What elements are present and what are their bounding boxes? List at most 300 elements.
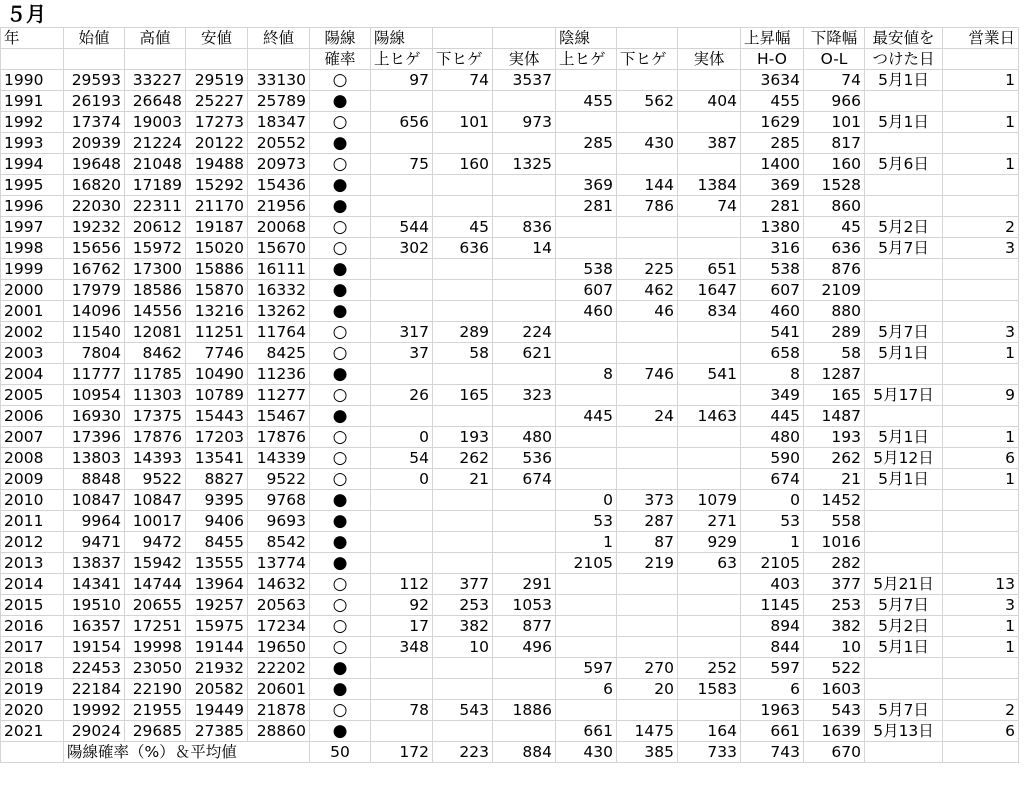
summary-value: 430 [556, 742, 617, 763]
table-cell: 17251 [125, 616, 186, 637]
table-cell: 651 [678, 259, 741, 280]
table-cell: 844 [741, 637, 804, 658]
table-cell: 29593 [64, 70, 125, 91]
table-cell: 21955 [125, 700, 186, 721]
table-cell: 19998 [125, 637, 186, 658]
header-cell: 実体 [678, 49, 741, 70]
table-cell: 480 [741, 427, 804, 448]
table-cell: 661 [556, 721, 617, 742]
table-cell: 1400 [741, 154, 804, 175]
table-cell [943, 280, 1019, 301]
summary-value: 733 [678, 742, 741, 763]
table-cell: 2016 [1, 616, 64, 637]
table-cell [943, 511, 1019, 532]
table-cell: 6 [943, 721, 1019, 742]
table-row [1, 259, 1019, 280]
table-cell: 5月2日 [865, 217, 943, 238]
table-cell: 165 [433, 385, 493, 406]
table-cell: 14341 [64, 574, 125, 595]
table-cell [678, 322, 741, 343]
table-cell: 543 [804, 700, 865, 721]
summary-value: 743 [741, 742, 804, 763]
table-cell: 9964 [64, 511, 125, 532]
table-cell: 382 [804, 616, 865, 637]
table-cell [943, 301, 1019, 322]
table-cell: 281 [741, 196, 804, 217]
table-cell [371, 406, 433, 427]
table-cell [433, 658, 493, 679]
table-cell: 929 [678, 532, 741, 553]
table-cell: 16930 [64, 406, 125, 427]
table-cell: 880 [804, 301, 865, 322]
table-cell: 5月1日 [865, 469, 943, 490]
header-cell [617, 28, 678, 49]
table-cell: 54 [371, 448, 433, 469]
table-cell: 817 [804, 133, 865, 154]
table-cell: 13541 [186, 448, 248, 469]
table-cell: 377 [804, 574, 865, 595]
table-cell: 10789 [186, 385, 248, 406]
table-cell [943, 364, 1019, 385]
table-cell [556, 616, 617, 637]
table-cell: 607 [556, 280, 617, 301]
table-cell [865, 490, 943, 511]
table-cell [943, 742, 1019, 763]
candle-type-mark: ○ [310, 112, 371, 133]
table-cell: 658 [741, 343, 804, 364]
table-cell: 5月6日 [865, 154, 943, 175]
table-cell: 19449 [186, 700, 248, 721]
table-row [1, 385, 1019, 406]
header-cell: 年 [1, 28, 64, 49]
table-cell: 13 [943, 574, 1019, 595]
candle-type-mark: ● [310, 532, 371, 553]
table-cell [865, 364, 943, 385]
table-cell: 430 [617, 133, 678, 154]
table-cell [1, 742, 64, 763]
table-cell: 74 [678, 196, 741, 217]
table-cell: 590 [741, 448, 804, 469]
table-cell [556, 322, 617, 343]
table-row [1, 490, 1019, 511]
table-cell: 543 [433, 700, 493, 721]
header-cell [186, 49, 248, 70]
table-cell: 6 [741, 679, 804, 700]
table-cell [678, 616, 741, 637]
table-header [1, 28, 1019, 70]
table-row [1, 154, 1019, 175]
data-table [0, 27, 1019, 763]
table-cell [433, 196, 493, 217]
table-cell [493, 196, 556, 217]
table-cell [617, 427, 678, 448]
table-cell: 1886 [493, 700, 556, 721]
table-cell: 252 [678, 658, 741, 679]
candle-type-mark: ● [310, 196, 371, 217]
summary-value: 670 [804, 742, 865, 763]
table-cell [865, 91, 943, 112]
table-cell: 21224 [125, 133, 186, 154]
table-cell: 834 [678, 301, 741, 322]
table-cell: 2002 [1, 322, 64, 343]
table-cell: 1079 [678, 490, 741, 511]
table-cell: 18347 [248, 112, 310, 133]
table-cell: 20973 [248, 154, 310, 175]
table-cell: 1380 [741, 217, 804, 238]
table-cell: 19187 [186, 217, 248, 238]
table-cell: 58 [804, 343, 865, 364]
table-cell: 836 [493, 217, 556, 238]
table-cell: 17273 [186, 112, 248, 133]
table-row [1, 112, 1019, 133]
table-cell: 1325 [493, 154, 556, 175]
table-cell: 1384 [678, 175, 741, 196]
table-cell: 289 [804, 322, 865, 343]
table-cell: 2003 [1, 343, 64, 364]
table-cell: 5月7日 [865, 595, 943, 616]
table-cell: 746 [617, 364, 678, 385]
table-cell: 1 [943, 637, 1019, 658]
table-cell: 46 [617, 301, 678, 322]
table-cell: 10954 [64, 385, 125, 406]
header-cell: O-L [804, 49, 865, 70]
table-cell: 281 [556, 196, 617, 217]
candle-type-mark: ○ [310, 154, 371, 175]
table-cell [865, 196, 943, 217]
table-cell [493, 490, 556, 511]
table-cell: 63 [678, 553, 741, 574]
table-cell: 10847 [64, 490, 125, 511]
table-cell [433, 553, 493, 574]
table-cell: 193 [433, 427, 493, 448]
table-cell [433, 511, 493, 532]
table-cell: 19650 [248, 637, 310, 658]
table-cell [943, 553, 1019, 574]
table-cell: 480 [493, 427, 556, 448]
table-cell: 3537 [493, 70, 556, 91]
table-cell [865, 133, 943, 154]
table-cell: 2109 [804, 280, 865, 301]
table-cell [617, 637, 678, 658]
table-cell: 87 [617, 532, 678, 553]
sheet-title: ５月 [6, 2, 46, 26]
table-cell: 21932 [186, 658, 248, 679]
candle-type-mark: ● [310, 280, 371, 301]
table-cell [617, 700, 678, 721]
header-cell: 上昇幅 [741, 28, 804, 49]
table-cell [433, 406, 493, 427]
table-cell: 37 [371, 343, 433, 364]
table-cell: 1993 [1, 133, 64, 154]
table-row [1, 532, 1019, 553]
table-cell: 17 [371, 616, 433, 637]
table-cell: 2017 [1, 637, 64, 658]
table-cell: 0 [741, 490, 804, 511]
table-cell: 1639 [804, 721, 865, 742]
table-cell: 1487 [804, 406, 865, 427]
table-cell: 15886 [186, 259, 248, 280]
candle-type-mark: ○ [310, 322, 371, 343]
table-cell [678, 154, 741, 175]
candle-type-mark: ○ [310, 427, 371, 448]
table-cell: 101 [804, 112, 865, 133]
summary-value: 223 [433, 742, 493, 763]
table-cell: 21 [433, 469, 493, 490]
table-cell: 15020 [186, 238, 248, 259]
candle-type-mark: ○ [310, 700, 371, 721]
header-cell: H-O [741, 49, 804, 70]
candle-type-mark: ● [310, 406, 371, 427]
table-cell [371, 301, 433, 322]
table-cell: 8455 [186, 532, 248, 553]
candle-type-mark: ○ [310, 616, 371, 637]
table-cell [617, 238, 678, 259]
candle-type-mark: ● [310, 91, 371, 112]
table-cell: 17203 [186, 427, 248, 448]
table-cell [493, 511, 556, 532]
table-cell: 349 [741, 385, 804, 406]
table-cell: 17979 [64, 280, 125, 301]
table-cell [617, 217, 678, 238]
table-cell: 19144 [186, 637, 248, 658]
table-cell: 541 [741, 322, 804, 343]
candle-type-mark: ● [310, 133, 371, 154]
table-cell: 1998 [1, 238, 64, 259]
header-cell [493, 28, 556, 49]
header-cell: 実体 [493, 49, 556, 70]
table-cell [371, 280, 433, 301]
table-cell [493, 679, 556, 700]
table-cell: 13774 [248, 553, 310, 574]
table-cell: 316 [741, 238, 804, 259]
table-cell [493, 406, 556, 427]
table-cell: 225 [617, 259, 678, 280]
table-cell: 1997 [1, 217, 64, 238]
table-cell: 382 [433, 616, 493, 637]
table-cell: 21170 [186, 196, 248, 217]
table-cell: 1463 [678, 406, 741, 427]
table-cell [493, 175, 556, 196]
table-cell: 1963 [741, 700, 804, 721]
table-cell: 607 [741, 280, 804, 301]
table-cell: 92 [371, 595, 433, 616]
table-cell: 0 [556, 490, 617, 511]
table-cell: 271 [678, 511, 741, 532]
table-cell: 20612 [125, 217, 186, 238]
table-row [1, 448, 1019, 469]
table-cell [556, 448, 617, 469]
table-cell: 455 [741, 91, 804, 112]
table-cell: 14632 [248, 574, 310, 595]
table-cell [943, 532, 1019, 553]
table-cell: 674 [741, 469, 804, 490]
table-cell: 10 [433, 637, 493, 658]
table-cell [678, 469, 741, 490]
table-cell: 3 [943, 322, 1019, 343]
table-cell: 877 [493, 616, 556, 637]
table-cell [433, 490, 493, 511]
table-cell: 5月1日 [865, 70, 943, 91]
table-cell: 1999 [1, 259, 64, 280]
table-cell [678, 574, 741, 595]
table-cell [617, 448, 678, 469]
table-cell: 302 [371, 238, 433, 259]
header-cell: 陽線 [310, 28, 371, 49]
table-cell: 2105 [741, 553, 804, 574]
candle-type-mark: ○ [310, 385, 371, 406]
table-cell: 1603 [804, 679, 865, 700]
table-cell: 11777 [64, 364, 125, 385]
table-cell: 15436 [248, 175, 310, 196]
table-row [1, 721, 1019, 742]
candle-type-mark: ○ [310, 238, 371, 259]
table-cell: 75 [371, 154, 433, 175]
table-cell [433, 259, 493, 280]
table-cell: 5月13日 [865, 721, 943, 742]
table-cell: 25789 [248, 91, 310, 112]
table-cell: 18586 [125, 280, 186, 301]
candle-type-mark: ● [310, 364, 371, 385]
table-cell: 289 [433, 322, 493, 343]
table-cell [493, 280, 556, 301]
table-cell: 13555 [186, 553, 248, 574]
table-cell: 11251 [186, 322, 248, 343]
table-cell [617, 385, 678, 406]
table-cell: 1583 [678, 679, 741, 700]
table-cell [556, 427, 617, 448]
table-cell [493, 553, 556, 574]
table-row [1, 574, 1019, 595]
table-cell: 1287 [804, 364, 865, 385]
table-row [1, 511, 1019, 532]
table-cell [865, 280, 943, 301]
table-cell: 1 [943, 616, 1019, 637]
table-cell: 287 [617, 511, 678, 532]
candle-type-mark: ● [310, 553, 371, 574]
table-cell: 13964 [186, 574, 248, 595]
table-cell: 2012 [1, 532, 64, 553]
table-cell [865, 511, 943, 532]
table-cell: 8462 [125, 343, 186, 364]
table-row [1, 595, 1019, 616]
table-cell: 876 [804, 259, 865, 280]
table-cell: 17396 [64, 427, 125, 448]
table-cell: 656 [371, 112, 433, 133]
table-cell: 7804 [64, 343, 125, 364]
table-cell [433, 679, 493, 700]
table-cell: 14339 [248, 448, 310, 469]
table-cell: 13262 [248, 301, 310, 322]
table-row [1, 91, 1019, 112]
table-cell [865, 679, 943, 700]
table-cell [943, 490, 1019, 511]
table-row [1, 133, 1019, 154]
table-cell: 9471 [64, 532, 125, 553]
table-cell: 562 [617, 91, 678, 112]
table-cell: 29685 [125, 721, 186, 742]
table-cell: 6 [943, 448, 1019, 469]
header-row-1 [1, 28, 1019, 49]
table-cell: 33227 [125, 70, 186, 91]
table-cell [556, 469, 617, 490]
table-cell: 112 [371, 574, 433, 595]
summary-value: 172 [371, 742, 433, 763]
table-cell: 8425 [248, 343, 310, 364]
table-cell: 253 [804, 595, 865, 616]
table-cell: 2008 [1, 448, 64, 469]
header-cell: 上ヒゲ [371, 49, 433, 70]
table-cell: 8848 [64, 469, 125, 490]
candle-type-mark: ● [310, 490, 371, 511]
table-cell: 1 [943, 427, 1019, 448]
candle-type-mark: ○ [310, 637, 371, 658]
candle-type-mark: ● [310, 259, 371, 280]
table-cell: 1452 [804, 490, 865, 511]
table-cell [943, 679, 1019, 700]
table-cell: 13216 [186, 301, 248, 322]
table-cell: 1 [943, 469, 1019, 490]
header-cell: 最安値を [865, 28, 943, 49]
header-cell: 下ヒゲ [617, 49, 678, 70]
table-row [1, 364, 1019, 385]
table-cell: 22311 [125, 196, 186, 217]
table-cell: 1 [943, 70, 1019, 91]
table-cell: 53 [556, 511, 617, 532]
candle-type-mark: ○ [310, 343, 371, 364]
table-cell: 2006 [1, 406, 64, 427]
table-cell [433, 532, 493, 553]
table-cell: 14744 [125, 574, 186, 595]
table-cell: 404 [678, 91, 741, 112]
table-cell [617, 574, 678, 595]
table-cell [943, 658, 1019, 679]
table-cell: 16762 [64, 259, 125, 280]
header-cell: 終値 [248, 28, 310, 49]
table-cell [433, 175, 493, 196]
table-cell [493, 364, 556, 385]
candle-type-mark: ● [310, 511, 371, 532]
table-cell: 1996 [1, 196, 64, 217]
table-cell: 16820 [64, 175, 125, 196]
table-cell: 3 [943, 595, 1019, 616]
table-cell: 2105 [556, 553, 617, 574]
table-cell: 10017 [125, 511, 186, 532]
table-cell: 2 [943, 700, 1019, 721]
table-cell: 2014 [1, 574, 64, 595]
table-row [1, 70, 1019, 91]
table-cell: 2 [943, 217, 1019, 238]
table-cell: 28860 [248, 721, 310, 742]
header-cell: 安値 [186, 28, 248, 49]
table-row [1, 637, 1019, 658]
table-cell: 1145 [741, 595, 804, 616]
table-cell: 15443 [186, 406, 248, 427]
table-cell: 2020 [1, 700, 64, 721]
table-cell: 97 [371, 70, 433, 91]
table-cell [371, 553, 433, 574]
summary-label: 陽線確率（%）＆平均値 [64, 742, 310, 763]
table-cell [493, 259, 556, 280]
table-row [1, 196, 1019, 217]
table-cell: 23050 [125, 658, 186, 679]
table-cell: 22453 [64, 658, 125, 679]
candle-type-mark: ● [310, 175, 371, 196]
table-cell: 253 [433, 595, 493, 616]
table-cell [617, 595, 678, 616]
table-cell: 541 [678, 364, 741, 385]
table-cell: 2009 [1, 469, 64, 490]
table-cell: 27385 [186, 721, 248, 742]
